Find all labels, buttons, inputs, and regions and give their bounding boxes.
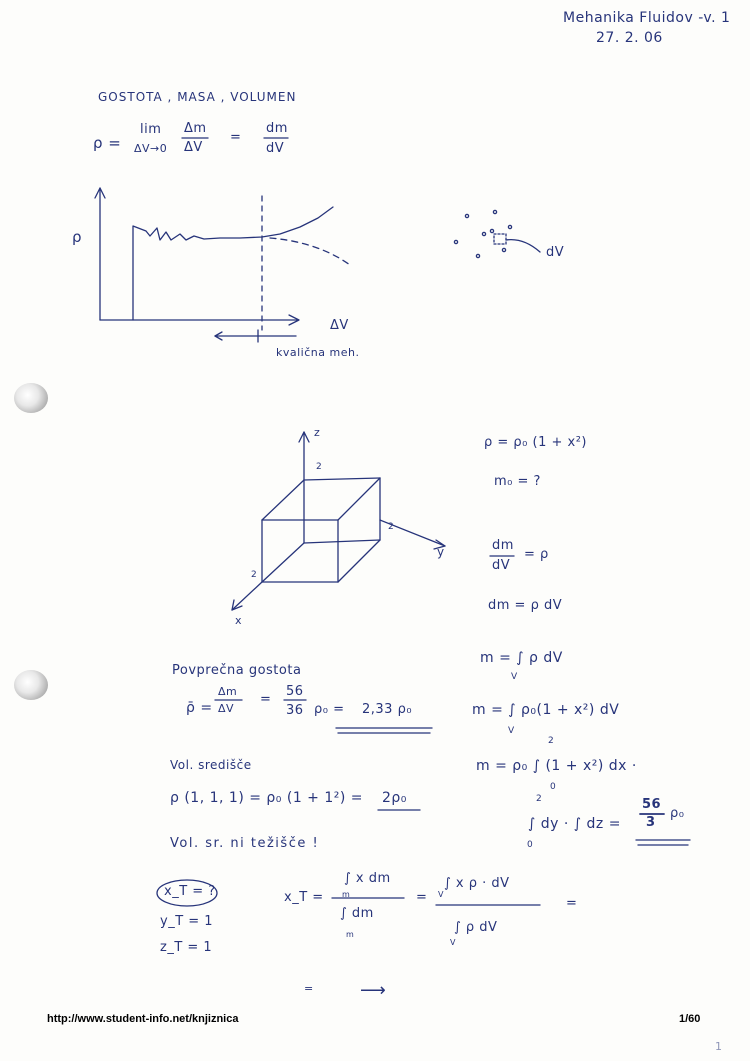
result-56: 56	[642, 797, 662, 812]
avg-rho-bar: ρ̄ =	[186, 700, 213, 716]
zt-value: z_T = 1	[160, 940, 213, 955]
product-integrals: ∫ dy · ∫ dz =	[528, 816, 621, 832]
dm-dv-den: dV	[492, 558, 511, 573]
frac-dv: ΔV	[184, 140, 203, 155]
volume-element-pointer	[506, 240, 540, 252]
centroid-eq2: =	[416, 890, 428, 905]
bottom-eq: =	[304, 982, 314, 995]
result-rho: ρ₀	[670, 806, 685, 821]
lim-subscript: ΔV→0	[134, 142, 168, 155]
m-integral-2-sub: V	[508, 726, 515, 736]
product-lower: 0	[527, 840, 534, 850]
m-integral: m = ∫ ρ dV	[480, 650, 563, 666]
avg-frac-num: Δm	[218, 685, 238, 698]
xt-lhs: x_T =	[284, 890, 324, 905]
volume-element-box	[494, 234, 506, 244]
z-axis-label: z	[314, 426, 321, 439]
lim-text: lim	[140, 122, 162, 137]
deriv-dm: dm	[266, 121, 288, 136]
avg-eq: =	[260, 692, 272, 707]
vol-center-formula: ρ (1, 1, 1) = ρ₀ (1 + 1²) =	[170, 790, 364, 806]
deriv-dv: dV	[266, 141, 285, 156]
centroid-num1: ∫ x dm	[344, 871, 391, 886]
date: 27. 2. 06	[596, 30, 663, 46]
graph-y-label: ρ	[72, 228, 83, 246]
footer-page-number: 1/60	[679, 1013, 701, 1025]
avg-density-label: Povprečna gostota	[172, 663, 302, 678]
density-graph	[95, 188, 350, 342]
x-tick: 2	[251, 570, 258, 580]
avg-rho0: ρ₀ =	[314, 702, 345, 717]
dm-dv-rhs: = ρ	[524, 547, 549, 562]
footer-url[interactable]: http://www.student-info.net/knjiznica	[47, 1013, 239, 1025]
centroid-den1: ∫ dm	[340, 906, 374, 921]
particles-label: dV	[546, 245, 565, 260]
x-axis-label: x	[235, 614, 243, 627]
section-title: GOSTOTA , MASA , VOLUMEN	[98, 90, 297, 104]
dm-equation: dm = ρ dV	[488, 598, 563, 613]
m-integral-3: m = ρ₀ ∫ (1 + x²) dx ·	[476, 758, 637, 774]
centroid-eq3: =	[566, 896, 578, 911]
bottom-arrow: ⟶	[360, 980, 387, 1001]
rho-function: ρ = ρ₀ (1 + x²)	[484, 435, 587, 450]
dm-dv-num: dm	[492, 538, 514, 553]
corner-mark: 1	[715, 1040, 723, 1053]
avg-frac-den: ΔV	[218, 702, 235, 715]
vol-center-note: Vol. sr. ni težišče !	[170, 836, 320, 851]
m-integral-3-lower: 0	[550, 782, 557, 792]
yt-value: y_T = 1	[160, 914, 214, 929]
vol-center-label: Vol. središče	[170, 758, 252, 772]
avg-36: 36	[286, 703, 304, 718]
density-eq: =	[230, 130, 242, 145]
m-integral-3-upper: 2	[548, 736, 555, 746]
density-curve	[133, 207, 333, 320]
centroid-den2-sub: V	[450, 938, 456, 947]
coordinate-box-diagram	[232, 432, 445, 610]
m-integral-2: m = ∫ ρ₀(1 + x²) dV	[472, 702, 620, 718]
m0-question: m₀ = ?	[494, 474, 541, 489]
frac-dm: Δm	[184, 121, 207, 136]
centroid-num2-sub: V	[438, 890, 444, 899]
y-tick: 2	[388, 522, 395, 532]
centroid-den2: ∫ ρ dV	[454, 920, 498, 935]
result-3: 3	[646, 815, 656, 830]
avg-56: 56	[286, 684, 304, 699]
y-axis-label: y	[437, 545, 445, 559]
vol-center-result: 2ρ₀	[382, 790, 407, 806]
product-upper: 2	[536, 794, 543, 804]
z-tick: 2	[316, 462, 323, 472]
density-lhs: ρ =	[93, 134, 122, 152]
graph-annotation: kvalična meh.	[276, 346, 360, 359]
avg-result: 2,33 ρ₀	[362, 702, 413, 717]
m-integral-sub: V	[511, 672, 518, 682]
centroid-den1-sub: m	[346, 930, 355, 939]
graph-x-label: ΔV	[330, 318, 349, 333]
density-curve-dashed	[270, 238, 350, 265]
course-title: Mehanika Fluidov -v. 1	[563, 10, 731, 26]
xt-question: x_T = ?	[164, 884, 216, 899]
centroid-num2: ∫ x ρ · dV	[444, 876, 510, 891]
particle-cluster	[454, 210, 540, 257]
centroid-num1-sub: m	[342, 890, 351, 899]
x-axis	[232, 582, 262, 610]
